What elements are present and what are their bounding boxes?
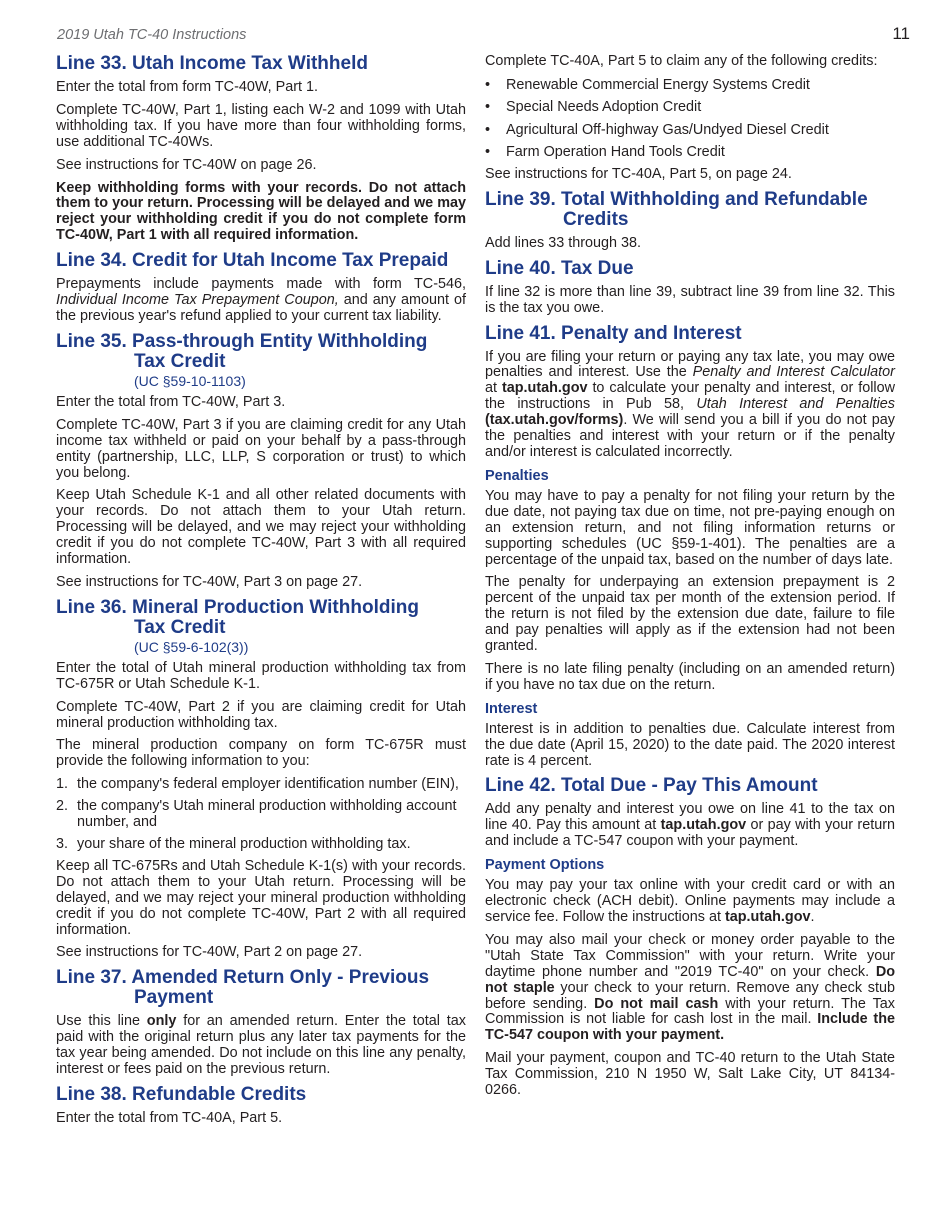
- line-41-paragraph: [485, 350, 895, 461]
- list-number: 1.: [56, 776, 69, 793]
- heading-continuation: Tax Credit: [134, 350, 226, 372]
- list-item: [56, 777, 466, 793]
- line-35-paragraph: See instructions for TC-40W, Part 3 on page 27.: [56, 573, 363, 590]
- line-34-heading: Line 34. Credit for Utah Income Tax Prepaid: [56, 250, 449, 272]
- list-number: 3.: [56, 836, 69, 852]
- text-run: or pay with your return and include a TC-547 coupon with your payment.: [485, 817, 895, 850]
- text-run: to calculate your penalty and interest, or follow the instructions in Pub 58,: [485, 380, 895, 413]
- section-line-38: [56, 1085, 466, 1127]
- line-42-heading: Line 42. Total Due - Pay This Amount: [485, 775, 818, 797]
- list-item: [485, 99, 895, 115]
- line-33-paragraph: See instructions for TC-40W on page 26.: [56, 156, 317, 173]
- penalties-paragraph: You may have to pay a penalty for not filing your return by the due date, not paying tax due on time, not pre-paying enough on an extension return, and not filing information returns or supporting schedules (UC §59-1-401). The penalties are a percentage of the unpaid tax, based on the number of days late.: [485, 487, 895, 568]
- section-line-35: [56, 332, 466, 591]
- text-run: and any amount of the previous year's refund applied to your current tax liability.: [56, 292, 466, 324]
- section-line-34: [56, 251, 466, 325]
- list-item-text: Farm Operation Hand Tools Credit: [506, 144, 725, 161]
- line-35-heading: [56, 332, 466, 389]
- running-header: 2019 Utah TC-40 Instructions: [57, 27, 247, 43]
- text-run-italic: Utah Interest and Penalties: [696, 396, 895, 413]
- section-line-40: [485, 259, 895, 317]
- list-item: [485, 77, 895, 93]
- text-run-bold: Do not mail cash: [594, 995, 719, 1012]
- penalties-subheading: Penalties: [485, 467, 549, 484]
- interest-subheading: Interest: [485, 700, 538, 717]
- section-line-39: [485, 190, 895, 252]
- text-run: Use this line: [56, 1013, 147, 1030]
- line-33-warning: Keep withholding forms with your records. Do not attach them to your return. Processing will be delayed and we may reject your withholding credit if you do not complete form TC-40W, Part 1 with all required information.: [56, 179, 466, 244]
- line-41-heading: Line 41. Penalty and Interest: [485, 322, 742, 344]
- list-item-text: Renewable Commercial Energy Systems Credit: [506, 76, 810, 93]
- list-item-text: Special Needs Adoption Credit: [506, 99, 702, 116]
- line-38-paragraph: Enter the total from TC-40A, Part 5.: [56, 1109, 283, 1126]
- heading-continuation: Payment: [134, 987, 214, 1009]
- section-line-33: [56, 54, 466, 244]
- section-line-37: [56, 968, 466, 1078]
- bullet: •: [485, 99, 491, 116]
- heading-line: Line 36. Mineral Production Withholding: [56, 596, 419, 618]
- page-number: 11: [892, 24, 910, 43]
- payment-paragraph: Mail your payment, coupon and TC-40 return to the Utah State Tax Commission, 210 N 1950 W, Salt Lake City, UT 84134-0266.: [485, 1050, 895, 1099]
- bullet: •: [485, 121, 491, 138]
- text-run: with your return. The Tax Commission is not liable for cash lost in the mail.: [485, 995, 895, 1028]
- line-34-paragraph: [56, 277, 466, 325]
- heading-continuation: Credits: [563, 208, 629, 230]
- list-item: [485, 122, 895, 138]
- bullet: •: [485, 76, 491, 93]
- line-36-paragraph: Enter the total of Utah mineral production withholding tax from TC-675R or Utah Schedule K-1.: [56, 659, 466, 692]
- line-35-paragraph: Enter the total from TC-40W, Part 3.: [56, 393, 286, 410]
- interest-paragraph: Interest is in addition to penalties due. Calculate interest from the due date (April 15, 2020) to the date paid. The 2020 interest rate is 4 percent.: [485, 720, 895, 769]
- line-33-paragraph: Enter the total from form TC-40W, Part 1.: [56, 79, 319, 95]
- text-run: If you are filing your return or paying any tax late, you may owe penalties and interest. Use the: [485, 348, 895, 381]
- heading-line: Line 39. Total Withholding and Refundable: [485, 188, 868, 210]
- line-42-paragraph: [485, 802, 895, 850]
- text-run-bold: (tax.utah.gov/forms): [485, 412, 624, 429]
- line-40-heading: Line 40. Tax Due: [485, 257, 634, 279]
- text-run: your check to your return. Remove any check stub before sending.: [485, 979, 895, 1012]
- numbered-list: [56, 777, 466, 853]
- list-item: [56, 837, 466, 853]
- right-column: [485, 54, 895, 1106]
- list-item-text: Agricultural Off-highway Gas/Undyed Diesel Credit: [506, 121, 829, 138]
- list-item: [56, 799, 466, 831]
- payment-paragraph: [485, 878, 895, 926]
- line-38-paragraph: See instructions for TC-40A, Part 5, on page 24.: [485, 165, 792, 182]
- line-37-paragraph: [56, 1014, 466, 1078]
- line-36-heading: [56, 598, 466, 655]
- line-36-paragraph: The mineral production company on form TC-675R must provide the following information to you:: [56, 737, 466, 770]
- heading-line: Line 35. Pass-through Entity Withholding: [56, 330, 428, 352]
- credits-list: [485, 77, 895, 161]
- text-run-italic: Individual Income Tax Prepayment Coupon,: [56, 292, 339, 309]
- line-38-heading: Line 38. Refundable Credits: [56, 1083, 307, 1105]
- section-line-41: [485, 324, 895, 770]
- line-36-paragraph: Keep all TC-675Rs and Utah Schedule K-1(s) with your records. Do not attach them to your Utah return. Processing will be delayed, and we may reject your mineral production withholding credit if you do not complete TC-40W, Part 2 with all required information.: [56, 857, 466, 938]
- text-run-bold: tap.utah.gov: [724, 909, 811, 925]
- line-36-paragraph: See instructions for TC-40W, Part 2 on page 27.: [56, 944, 363, 961]
- text-run-bold: only: [146, 1013, 177, 1030]
- line-39-heading: [485, 190, 895, 230]
- statute-reference: (UC §59-10-1103): [134, 372, 246, 389]
- line-36-paragraph: Complete TC-40W, Part 2 if you are claiming credit for Utah mineral production withholding tax.: [56, 698, 466, 731]
- list-item-text: the company's Utah mineral production withholding account number, and: [77, 798, 457, 831]
- line-35-paragraph: Keep Utah Schedule K-1 and all other related documents with your records. Do not attach them to your Utah return. Processing will be delayed, and we may reject your withholding credit if you do not complete TC-40W, Part 3 with all required information.: [56, 487, 466, 568]
- penalties-paragraph: There is no late filing penalty (including on an amended return) if you have no tax due on the return.: [485, 660, 895, 693]
- left-column: [56, 54, 466, 1134]
- penalties-paragraph: The penalty for underpaying an extension prepayment is 2 percent of the unpaid tax per month of the extension period. If the return is not filed by the extension due date, failure to file and pay penalties will apply as if the extension had not been granted.: [485, 574, 895, 655]
- text-run: .: [810, 909, 815, 925]
- list-number: 2.: [56, 798, 69, 815]
- list-item-text: your share of the mineral production withholding tax.: [77, 836, 411, 852]
- section-line-38-continued: [485, 54, 895, 183]
- text-run: You may also mail your check or money order payable to the "Utah State Tax Commission" with your return. Write your daytime phone number and "2019 TC-40" on your check.: [485, 931, 895, 980]
- section-line-36: [56, 598, 466, 962]
- list-item: [485, 144, 895, 160]
- text-run: You may pay your tax online with your credit card or with an electronic check (ACH debit). Online payments may include a service fee. Follow the instructions at: [485, 877, 895, 925]
- text-run-bold: tap.utah.gov: [660, 817, 747, 834]
- heading-line: Line 37. Amended Return Only - Previous: [56, 967, 430, 989]
- text-run: at: [485, 380, 502, 397]
- text-run: Add any penalty and interest you owe on line 41 to the tax on line 40. Pay this amount at: [485, 801, 895, 834]
- line-33-paragraph: Complete TC-40W, Part 1, listing each W-2 and 1099 with Utah withholding tax. If you have more than four withholding forms, use additional TC-40Ws.: [56, 101, 466, 150]
- payment-paragraph: [485, 933, 895, 1044]
- line-39-paragraph: Add lines 33 through 38.: [485, 234, 642, 251]
- list-item-text: the company's federal employer identification number (EIN),: [77, 776, 459, 793]
- statute-reference: (UC §59-6-102(3)): [134, 638, 249, 655]
- text-run-italic: Penalty and Interest Calculator: [692, 364, 895, 381]
- text-run-bold: tap.utah.gov: [501, 380, 588, 397]
- text-run: Prepayments include payments made with form TC-546,: [56, 276, 466, 293]
- bullet: •: [485, 144, 491, 161]
- section-line-42: [485, 776, 895, 1099]
- text-run-bold: Include the TC-547 coupon with your payment.: [485, 1011, 895, 1044]
- line-38-paragraph: Complete TC-40A, Part 5 to claim any of the following credits:: [485, 53, 878, 69]
- text-run: . We will send you a bill if you do not pay the penalties and interest with your return or if the penalty and/or interest is calculated incorrectly.: [485, 412, 895, 460]
- line-33-heading: Line 33. Utah Income Tax Withheld: [56, 53, 368, 74]
- text-run-bold: Do not staple: [485, 963, 895, 996]
- payment-options-subheading: Payment Options: [485, 857, 605, 874]
- line-37-heading: [56, 968, 466, 1008]
- text-run: for an amended return. Enter the total tax paid with the original return plus any later tax payments for the tax year being amended. Do not include on this line any penalty, interest or fees paid on the previous return.: [56, 1013, 466, 1078]
- heading-continuation: Tax Credit: [134, 616, 226, 638]
- line-40-paragraph: If line 32 is more than line 39, subtract line 39 from line 32. This is the tax you owe.: [485, 283, 895, 316]
- line-35-paragraph: Complete TC-40W, Part 3 if you are claiming credit for any Utah income tax withheld or paid on your behalf by a pass-through entity (partnership, LLC, LLP, S corporation or trust) to which you belong.: [56, 416, 466, 481]
